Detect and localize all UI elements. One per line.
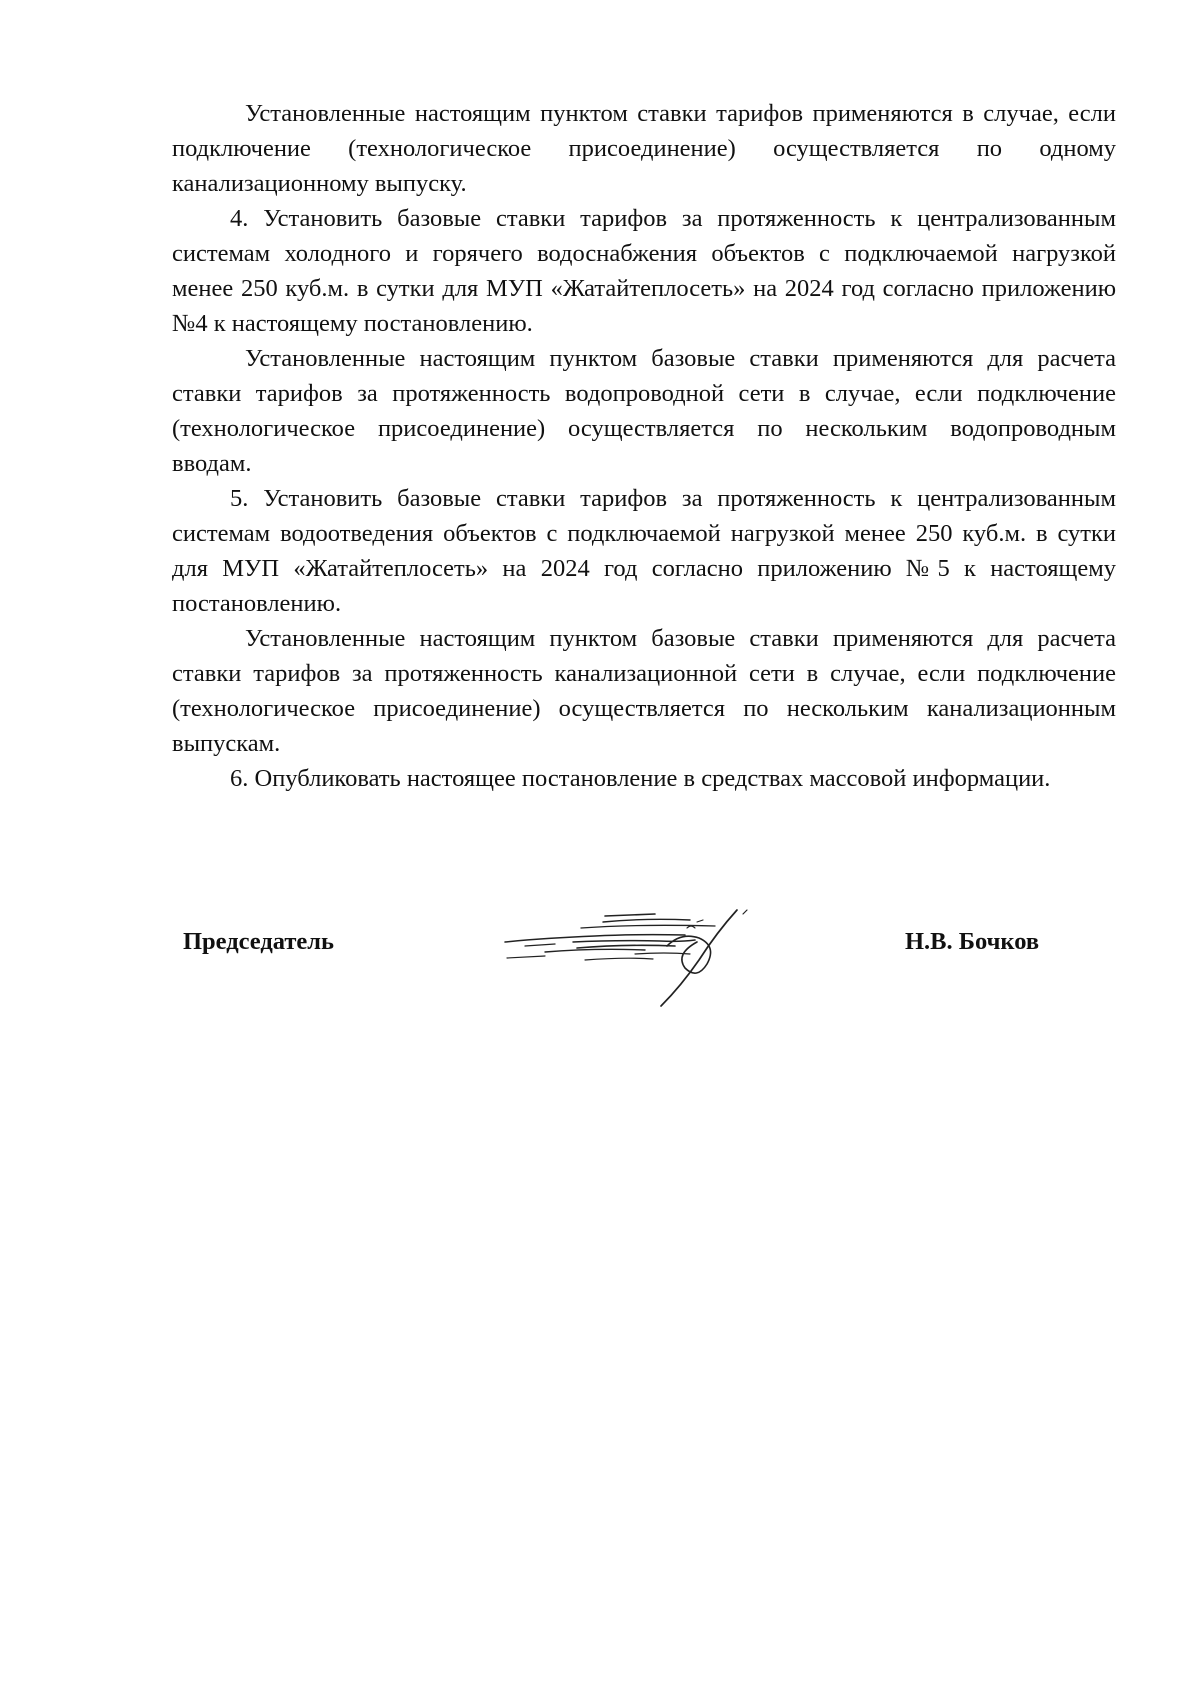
handwritten-signature-icon bbox=[485, 902, 795, 1012]
document-body bbox=[172, 96, 1116, 796]
paragraph-rates-sewer-outlets: Установленные настоящим пунктом базовые ставки применяются для расчета ставки тарифов за протяженность канализационной сети в случае, если подключение (технологическое присоединение) осуществляется по нескольким канализационным выпускам. bbox=[172, 625, 1116, 757]
paragraph-rates-one-outlet: Установленные настоящим пунктом ставки тарифов применяются в случае, если подключение (технологическое присоединение) осуществляется по одному канализационному выпуску. bbox=[172, 100, 1116, 197]
paragraph-item-6: 6. Опубликовать настоящее постановление в средствах массовой информации. bbox=[230, 765, 1051, 792]
paragraph-rates-water-inputs: Установленные настоящим пунктом базовые ставки применяются для расчета ставки тарифов за протяженность водопроводной сети в случае, если подключение (технологическое присоединение) осуществляется по нескольким водопроводным вводам. bbox=[172, 345, 1116, 477]
signatory-name: Н.В. Бочков bbox=[905, 928, 1040, 955]
paragraph-item-5: 5. Установить базовые ставки тарифов за протяженность к централизованным системам водоотведения объектов с подключаемой нагрузкой менее 250 куб.м. в сутки для МУП «Жатайтеплосеть» на 2024 год согласно приложению №5 к настоящему постановлению. bbox=[172, 485, 1116, 617]
signatory-title: Председатель bbox=[183, 928, 334, 955]
signature-block bbox=[0, 920, 1200, 1030]
paragraph-item-4: 4. Установить базовые ставки тарифов за протяженность к централизованным системам холодного и горячего водоснабжения объектов с подключаемой нагрузкой менее 250 куб.м. в сутки для МУП «Жатайтеплосеть» на 2024 год согласно приложению №4 к настоящему постановлению. bbox=[172, 205, 1116, 337]
